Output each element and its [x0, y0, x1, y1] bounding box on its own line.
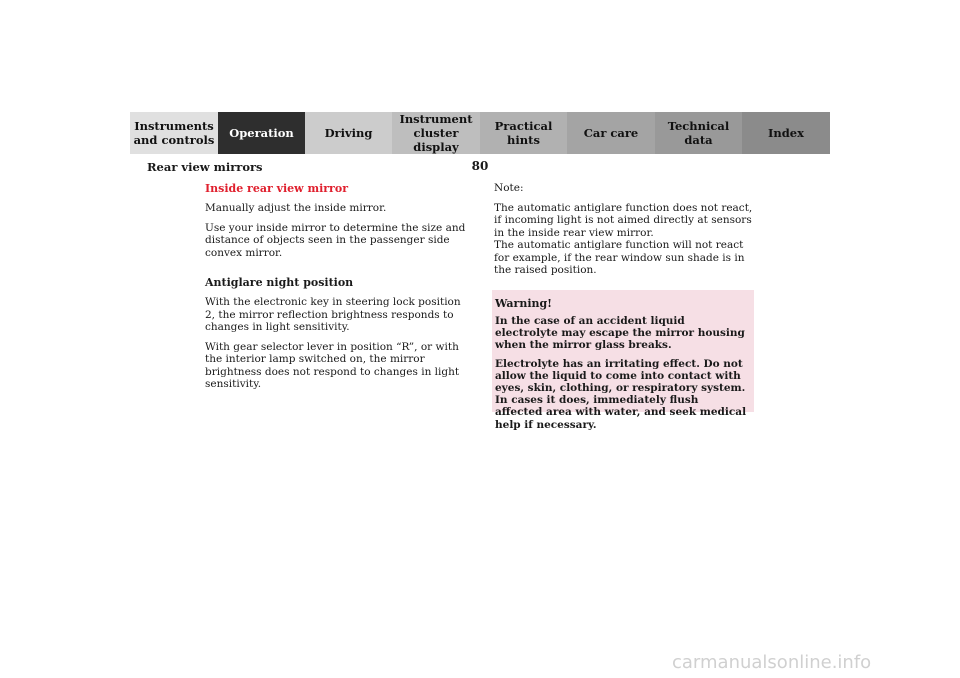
paragraph-manual-adjust: Manually adjust the inside mirror. — [205, 202, 387, 214]
warning-box — [492, 290, 754, 431]
left-column — [205, 182, 470, 398]
chapter-tabs — [130, 112, 830, 154]
heading-antiglare-night-position: Antiglare night position — [205, 276, 354, 289]
warning-paragraph-irritating-effect: Electrolyte has an irritating effect. Do not allow the liquid to come into contact with eyes, skin, clothing, or respiratory system. In cases it does, immediately flush affected area with water, and seek medical help if necessary. — [495, 357, 747, 431]
tab-practical-hints[interactable]: Practical hints — [480, 112, 567, 154]
note-paragraph-sun-shade: The automatic antiglare function will not react for example, if the rear window sun shade is in the raised position. — [494, 239, 745, 276]
right-column — [494, 182, 756, 277]
note-paragraph-sensors: The automatic antiglare function does not react, if incoming light is not aimed directly at sensors in the inside rear view mirror. — [494, 201, 753, 239]
tab-car-care[interactable]: Car care — [567, 112, 655, 154]
warning-title: Warning! — [495, 297, 553, 310]
tab-technical-data[interactable]: Technical data — [655, 112, 742, 154]
heading-inside-rear-view-mirror: Inside rear view mirror — [205, 182, 348, 195]
tab-instrument-cluster-display[interactable]: Instrument cluster display — [392, 112, 480, 154]
paragraph-steering-lock: With the electronic key in steering lock position 2, the mirror reflection brightness responds to changes in light sensitivity. — [205, 296, 461, 333]
tab-operation[interactable]: Operation — [218, 112, 305, 154]
tab-driving[interactable]: Driving — [305, 112, 392, 154]
tab-index[interactable]: Index — [742, 112, 830, 154]
warning-paragraph-electrolyte-escape: In the case of an accident liquid electrolyte may escape the mirror housing when the mirror glass breaks. — [495, 315, 745, 352]
page-number: 80 — [471, 159, 489, 173]
paragraph-convex-mirror: Use your inside mirror to determine the size and distance of objects seen in the passenger side convex mirror. — [205, 221, 466, 259]
paragraph-gear-selector: With gear selector lever in position “R”, or with the interior lamp switched on, the mirror brightness does not respond to changes in light sensitivity. — [205, 340, 460, 390]
tab-instruments-and-controls[interactable]: Instruments and controls — [130, 112, 218, 154]
section-title: Rear view mirrors — [147, 160, 263, 174]
watermark: carmanualsonline.info — [672, 652, 872, 673]
note-label: Note: — [494, 182, 524, 194]
